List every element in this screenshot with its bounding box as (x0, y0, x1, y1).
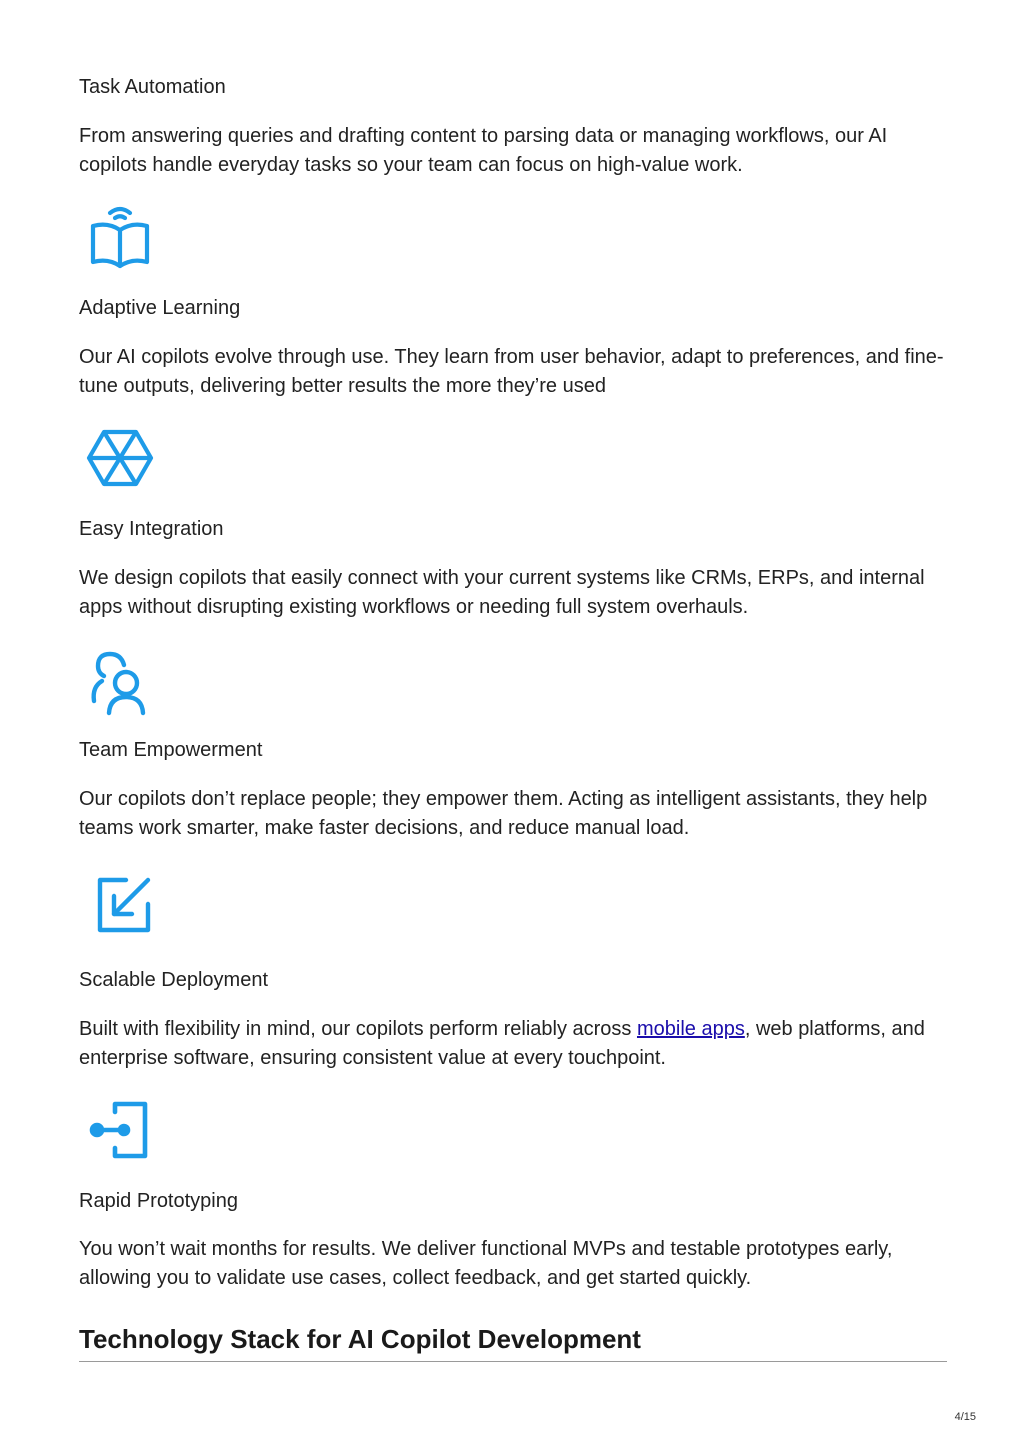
hexagon-network-icon (84, 422, 156, 494)
description-text-after-link: , web platforms, and enterprise software, ensuring consistent value at every touchpoint. (79, 1018, 925, 1069)
section-heading: Technology Stack for AI Copilot Development (79, 1324, 641, 1354)
feature-description-adaptive-learning: Our AI copilots evolve through use. They learn from user behavior, adapt to preferences, and fine-tune outputs, delivering better results the more they’re used (79, 346, 944, 397)
feature-title-scalable-deployment: Scalable Deployment (79, 969, 268, 991)
scale-arrow-icon (84, 868, 156, 940)
feature-description-task-automation: From answering queries and drafting content to parsing data or managing workflows, our AI copilots handle everyday tasks so your team can focus on high-value work. (79, 125, 888, 176)
page-number: 4/15 (954, 1411, 976, 1423)
feature-title-team-empowerment: Team Empowerment (79, 739, 263, 761)
feature-description-scalable-deployment (79, 1015, 949, 1073)
feature-description-team-empowerment: Our copilots don’t replace people; they empower them. Acting as intelligent assistants, they help teams work smarter, make faster decisions, and reduce manual load. (79, 788, 928, 839)
feature-description-rapid-prototyping: You won’t wait months for results. We deliver functional MVPs and testable prototypes early, allowing you to validate use cases, collect feedback, and get started quickly. (79, 1238, 893, 1289)
open-book-broadcast-icon (84, 200, 156, 272)
feature-title-adaptive-learning: Adaptive Learning (79, 297, 241, 319)
section-divider (79, 1361, 947, 1362)
feature-description-easy-integration: We design copilots that easily connect with your current systems like CRMs, ERPs, and internal apps without disrupting existing workflows or needing full system overhauls. (79, 567, 925, 618)
feature-title-rapid-prototyping: Rapid Prototyping (79, 1190, 238, 1212)
feature-title-easy-integration: Easy Integration (79, 518, 224, 540)
feature-title-task-automation: Task Automation (79, 76, 226, 98)
login-door-icon (84, 1094, 156, 1166)
description-text-before-link: Built with flexibility in mind, our copilots perform reliably across (79, 1018, 637, 1040)
users-icon (84, 645, 156, 717)
mobile-apps-link[interactable]: mobile apps (636, 1018, 745, 1040)
